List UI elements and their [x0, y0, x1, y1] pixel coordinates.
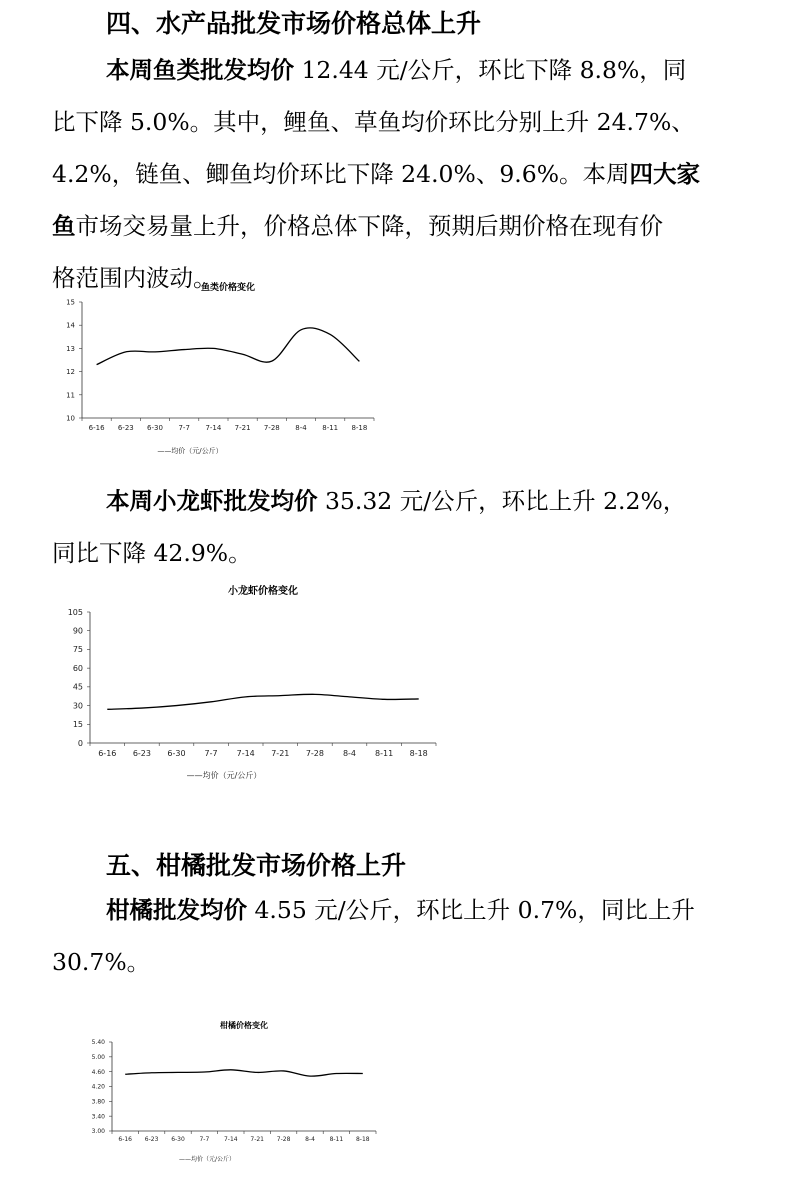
paragraph-fish-prices: [52, 44, 744, 307]
text-fragment: 12.44 元/公斤，环比下降 8.8%，同: [294, 56, 687, 84]
x-tick-label: 8-18: [351, 424, 368, 432]
y-tick-label: 14: [66, 321, 75, 330]
x-tick-label: 8-11: [322, 424, 339, 432]
x-tick-label: 8-18: [355, 1136, 370, 1143]
text-fragment: 4.2%，链鱼、鲫鱼均价环比下降 24.0%、9.6%。本周: [52, 160, 630, 188]
chart-title: 小龙虾价格变化: [228, 586, 298, 597]
chart-title: 柑橘价格变化: [220, 1021, 268, 1030]
y-tick-label: 15: [72, 720, 83, 730]
y-tick-label: 75: [72, 645, 83, 655]
x-tick-label: 7-21: [250, 1136, 265, 1143]
text-line: 比下降 5.0%。其中，鲤鱼、草鱼均价环比分别上升 24.7%、: [52, 108, 695, 136]
y-tick-label: 3.40: [91, 1113, 105, 1121]
y-tick-label: 5.00: [91, 1053, 105, 1061]
y-tick-label: 105: [67, 607, 83, 617]
x-tick-label: 6-16: [118, 1136, 133, 1143]
x-tick-label: 6-16: [88, 424, 105, 432]
chart-legend: ——均价（元/公斤）: [186, 771, 262, 780]
bold-fish: 鱼: [52, 212, 76, 240]
x-tick-label: 6-23: [144, 1136, 159, 1143]
chart-legend: ——均价（元/公斤）: [157, 447, 223, 455]
y-tick-label: 12: [66, 368, 75, 377]
chart-citrus-svg: [84, 1016, 394, 1168]
y-tick-label: 15: [66, 298, 75, 307]
text-fragment: 4.55 元/公斤，环比上升 0.7%，同比上升: [247, 896, 695, 924]
x-tick-label: 8-18: [409, 749, 428, 758]
y-tick-label: 90: [72, 626, 83, 636]
y-tick-label: 45: [72, 682, 83, 692]
series-line-average-price: [125, 1070, 363, 1076]
x-tick-label: 7-14: [205, 424, 222, 432]
y-tick-label: 5.40: [91, 1039, 105, 1047]
series-line-average-price: [107, 694, 418, 709]
text-fragment: 35.32 元/公斤，环比上升 2.2%，: [317, 487, 687, 515]
chart-title: 鱼类价格变化: [200, 283, 256, 293]
section-heading-aquatic: 四、水产品批发市场价格总体上升: [106, 9, 482, 38]
x-tick-label: 7-7: [199, 1136, 210, 1143]
chart-fish: [52, 278, 392, 468]
x-tick-label: 6-30: [147, 424, 163, 432]
x-tick-label: 7-28: [305, 749, 324, 758]
chart-citrus: [84, 1016, 394, 1168]
y-tick-label: 10: [66, 414, 75, 423]
x-tick-label: 6-23: [132, 749, 151, 758]
x-tick-label: 8-4: [342, 749, 357, 758]
y-tick-label: 13: [66, 344, 75, 353]
bold-four-fish: 四大家: [629, 160, 701, 188]
x-tick-label: 7-28: [263, 424, 280, 432]
x-tick-label: 6-30: [171, 1136, 185, 1143]
chart-crayfish: [52, 582, 452, 787]
bold-lead-crayfish: 本周小龙虾批发均价: [106, 487, 318, 515]
x-tick-label: 6-16: [98, 749, 117, 758]
series-line-average-price: [97, 328, 360, 365]
x-tick-label: 7-7: [204, 749, 218, 758]
y-tick-label: 0: [77, 738, 83, 748]
text-line: 同比下降 42.9%。: [52, 539, 252, 567]
chart-fish-svg: [52, 278, 392, 468]
x-tick-label: 7-21: [271, 749, 290, 758]
x-tick-label: 6-30: [167, 749, 186, 758]
y-tick-label: 11: [66, 391, 75, 400]
x-tick-label: 7-7: [178, 424, 190, 432]
chart-crayfish-svg: [52, 582, 452, 787]
text-fragment: 市场交易量上升，价格总体下降，预期后期价格在现有价: [75, 212, 663, 240]
x-tick-label: 7-14: [223, 1136, 238, 1143]
x-tick-label: 6-23: [117, 424, 134, 432]
paragraph-citrus-prices: [52, 884, 744, 988]
x-tick-label: 8-11: [329, 1136, 344, 1143]
bold-lead-citrus: 柑橘批发均价: [106, 896, 247, 924]
y-tick-label: 3.80: [91, 1098, 105, 1106]
section-heading-citrus: 五、柑橘批发市场价格上升: [106, 851, 407, 880]
chart-legend: ——均价（元/公斤）: [178, 1156, 236, 1163]
x-tick-label: 7-14: [236, 749, 255, 758]
x-tick-label: 7-28: [276, 1136, 291, 1143]
x-tick-label: 7-21: [234, 424, 251, 432]
y-tick-label: 4.20: [91, 1083, 105, 1091]
y-tick-label: 4.60: [91, 1068, 105, 1076]
x-tick-label: 8-4: [305, 1136, 315, 1143]
x-tick-label: 8-4: [295, 424, 307, 432]
text-line: 30.7%。: [52, 948, 151, 976]
y-tick-label: 30: [72, 701, 83, 711]
y-tick-label: 60: [72, 663, 83, 673]
text-line: 格范围内波动。: [52, 264, 217, 292]
paragraph-crayfish-prices: [52, 475, 744, 579]
x-tick-label: 8-11: [375, 749, 394, 758]
y-tick-label: 3.00: [91, 1128, 105, 1136]
bold-lead-fish: 本周鱼类批发均价: [106, 56, 294, 84]
